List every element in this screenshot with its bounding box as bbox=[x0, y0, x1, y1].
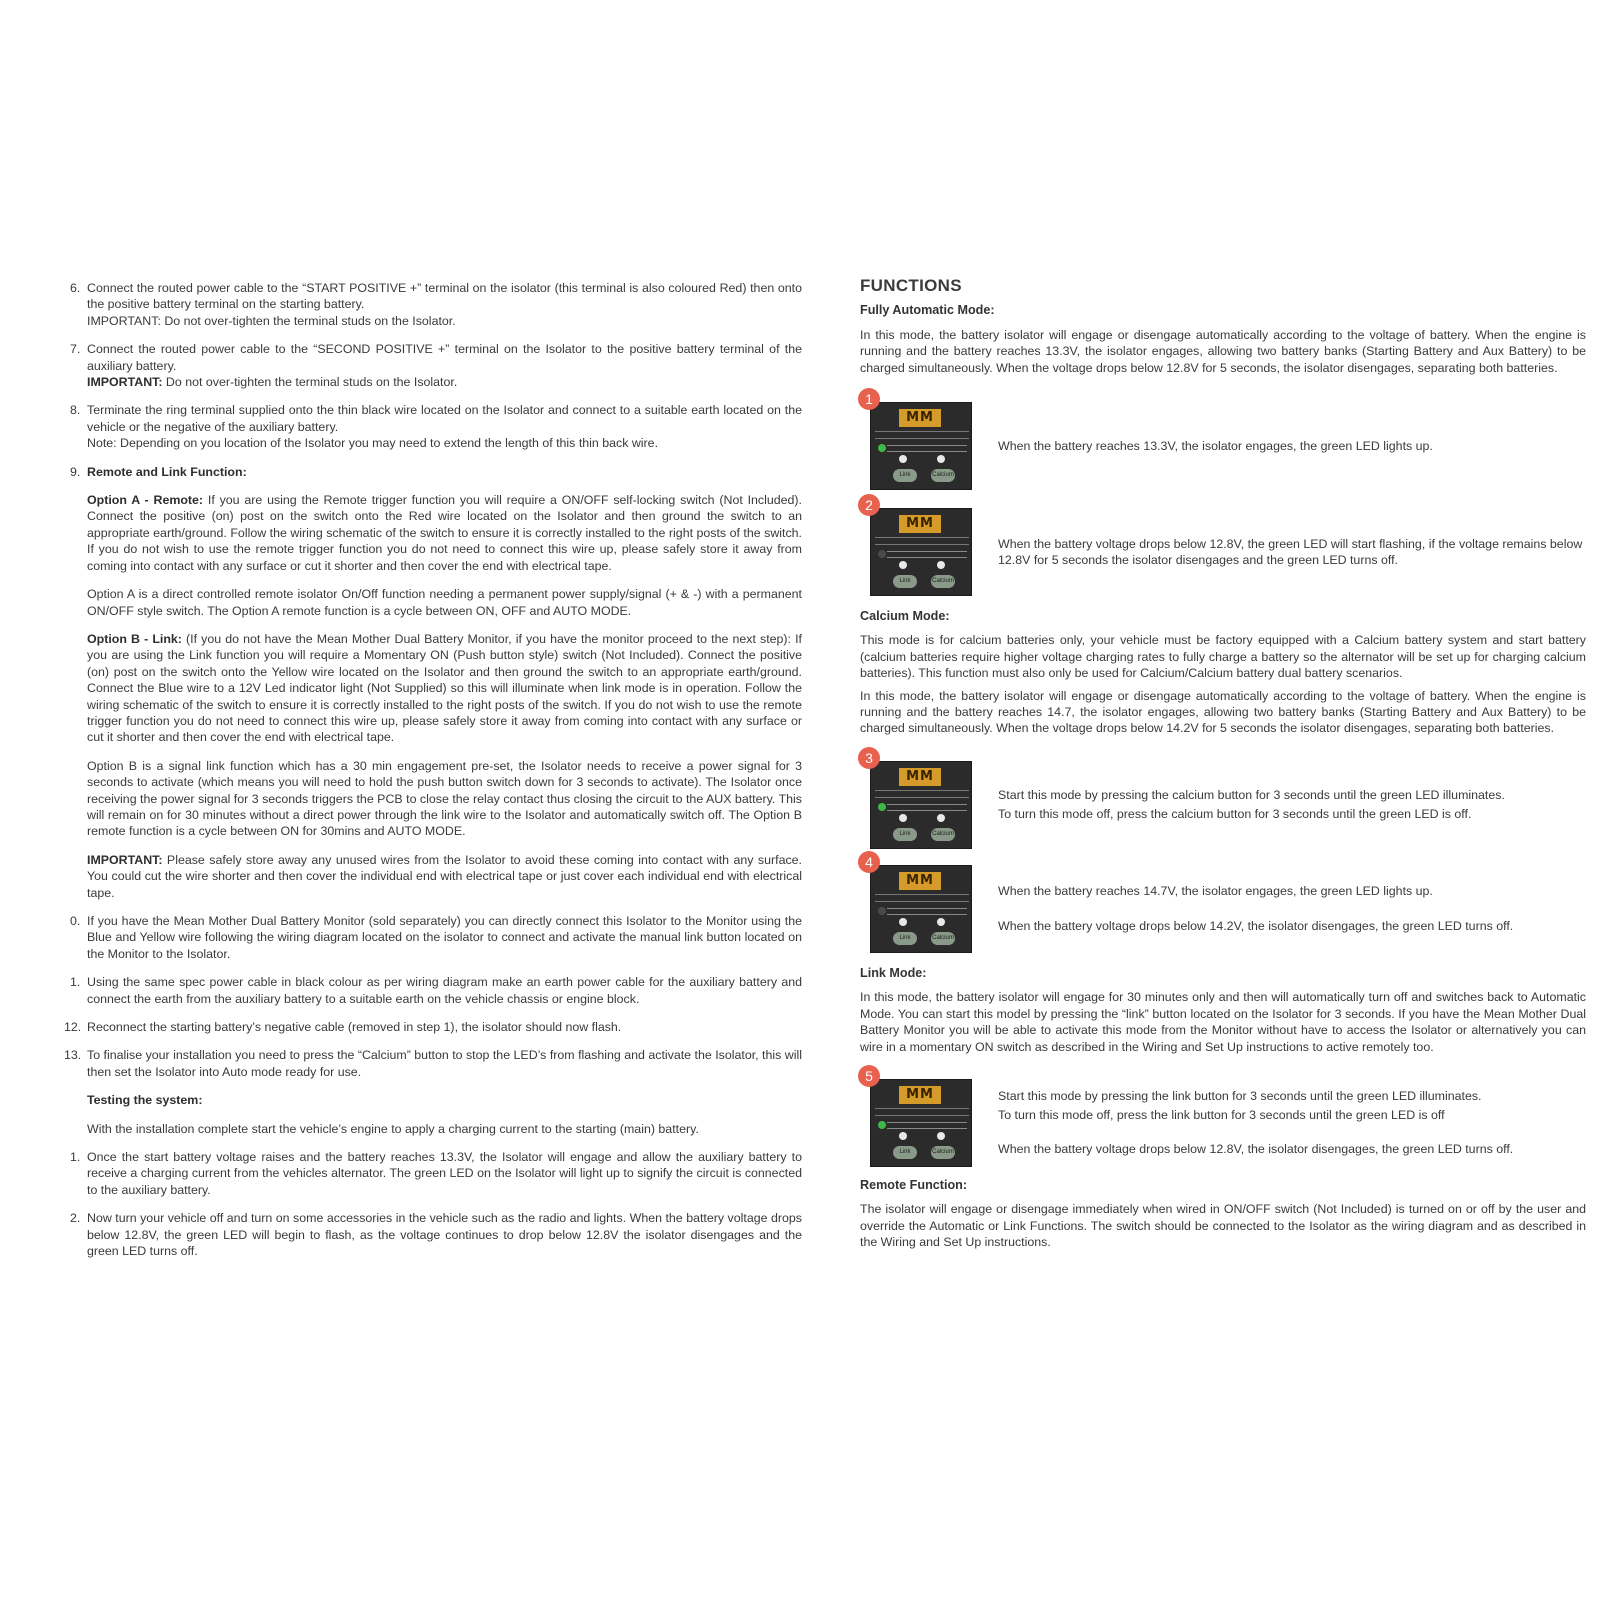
right-column bbox=[860, 278, 1586, 1257]
calcium-button-icon: Calcium bbox=[931, 575, 955, 588]
step-number: 12. bbox=[64, 1020, 82, 1035]
step-text: If you have the Mean Mother Dual Battery Monitor (sold separately) you can directly connect this Isolator to the Monitor using the Blue and Yellow wire following the wiring diagram located on the isolator to connect and activate the manual link button located on the Monitor to the Isolator. bbox=[87, 914, 802, 961]
option-b-label: Option B - Link: bbox=[87, 631, 182, 646]
step-number: 2. bbox=[70, 1211, 81, 1226]
panel-header bbox=[875, 431, 969, 439]
panel-3-text bbox=[998, 787, 1586, 824]
step-text: Connect the routed power cable to the “START POSITIVE +” terminal on the isolator (this terminal is also coloured Red) then onto the positive battery terminal on the starting battery. bbox=[87, 281, 802, 312]
remote-function-text: The isolator will engage or disengage immediately when wired in ON/OFF switch (Not Included) is turned on or off by the user and override the Automatic or Link Functions. The switch should be connected to the Isolator as the wiring diagram and as described in the Wiring and Set Up instructions. bbox=[860, 1202, 1586, 1250]
step-badge: 1 bbox=[858, 388, 880, 410]
option-a-label: Option A - Remote: bbox=[87, 493, 204, 508]
step-8 bbox=[70, 402, 802, 451]
important-note bbox=[87, 852, 802, 901]
panel-row-5 bbox=[860, 1067, 1586, 1169]
testing-intro: With the installation complete start the vehicle’s engine to apply a charging current to the starting (main) battery. bbox=[87, 1121, 699, 1136]
step-11 bbox=[70, 974, 802, 1007]
panel-header bbox=[875, 894, 969, 902]
step-text: Connect the routed power cable to the “SECOND POSITIVE +” terminal on the Isolator to the positive battery terminal of the auxiliary battery. bbox=[87, 342, 802, 373]
step-number: 7. bbox=[70, 342, 81, 357]
panel-line bbox=[887, 1128, 967, 1129]
panel-caption-line: To turn this mode off, press the link button for 3 seconds until the green LED is off bbox=[998, 1107, 1445, 1122]
isolator-panel-image bbox=[864, 497, 972, 598]
green-led-icon bbox=[878, 803, 886, 811]
step-title: Remote and Link Function: bbox=[87, 464, 247, 479]
panel-caption-line: Start this mode by pressing the calcium button for 3 seconds until the green LED illuminates. bbox=[998, 788, 1505, 803]
link-mode-title: Link Mode: bbox=[860, 965, 927, 980]
step-13 bbox=[64, 1047, 802, 1080]
link-button-icon: Link bbox=[893, 1146, 917, 1159]
isolator-panel bbox=[870, 402, 972, 490]
led-off-icon bbox=[878, 907, 886, 915]
calcium-button-icon: Calcium bbox=[931, 828, 955, 841]
green-led-icon bbox=[878, 444, 886, 452]
panel-line bbox=[887, 908, 967, 909]
step-text: Terminate the ring terminal supplied onto the thin black wire located on the Isolator and connect to a suitable earth located on the vehicle or the negative of the auxiliary battery. bbox=[87, 403, 802, 434]
indicator-dot bbox=[937, 814, 945, 822]
panel-line bbox=[887, 551, 967, 552]
step-number: 0. bbox=[70, 914, 81, 928]
step-number: 1. bbox=[70, 1150, 81, 1165]
panel-4-text bbox=[998, 883, 1586, 936]
panel-row-4 bbox=[860, 853, 1586, 955]
brand-logo: MM bbox=[899, 515, 941, 533]
option-a-summary: Option A is a direct controlled remote isolator On/Off function needing a permanent power supply/signal (+ & -) with a permanent ON/OFF style switch. The Option A remote function is a cycle between ON, OFF and AUTO MODE. bbox=[87, 587, 802, 618]
link-button-icon: Link bbox=[893, 932, 917, 945]
panel-row-1 bbox=[860, 391, 1586, 492]
brand-logo: MM bbox=[899, 409, 941, 427]
calcium-mode-text-2: In this mode, the battery isolator will engage or disengage automatically according to the voltage of battery. When the engine is running and the battery reaches 14.7, the isolator engages, allowing two battery banks (Starting Battery and Aux Battery) to be charged simultaneously. When the voltage drops below 14.2V for 5 seconds the isolator disengages, separating both batteries. bbox=[860, 688, 1586, 736]
step-note: IMPORTANT: Do not over-tighten the terminal studs on the Isolator. bbox=[87, 313, 456, 328]
step-number: 9. bbox=[70, 464, 81, 479]
spacer bbox=[998, 902, 1586, 916]
link-button-icon: Link bbox=[893, 575, 917, 588]
calcium-mode-text-1: This mode is for calcium batteries only, your vehicle must be factory equipped with a Calcium battery system and start battery (calcium batteries require higher voltage charging rates to fully charge a battery so the alternator will be set up for charging calcium batteries). This function must also only be used for Calcium/Calcium battery dual battery scenarios. bbox=[860, 633, 1586, 681]
step-text: To finalise your installation you need to press the “Calcium” button to stop the LED’s from flashing and activate the Isolator, this will then set the Isolator into Auto mode ready for use. bbox=[87, 1048, 802, 1079]
link-button-icon: Link bbox=[893, 828, 917, 841]
step-7 bbox=[70, 341, 802, 390]
indicator-dot bbox=[899, 455, 907, 463]
link-button-icon: Link bbox=[893, 469, 917, 482]
step-10 bbox=[70, 913, 802, 962]
panel-caption: When the battery reaches 13.3V, the isolator engages, the green LED lights up. bbox=[998, 438, 1433, 453]
option-a bbox=[87, 492, 802, 574]
option-b-summary: Option B is a signal link function which has a 30 min engagement pre-set, the Isolator needs to receive a power signal for 3 seconds to activate (which means you will need to hold the push button switch down for 3 seconds to activate). The Isolator once receiving the power signal for 3 seconds triggers the PCB to close the relay contact thus closing the circuit to the AUX battery. This will remain on for 30 minutes without a direct power through the link wire to the Isolator and automatically switch off. The Option B remote function is a cycle between ON for 30mins and AUTO MODE. bbox=[87, 758, 802, 839]
left-column bbox=[64, 280, 802, 1272]
panel-caption: When the battery voltage drops below 12.8V, the green LED will start flashing, if the voltage remains below 12.8V for 5 seconds the isolator disengages and the green LED turns off. bbox=[998, 536, 1583, 568]
indicator-dot bbox=[937, 455, 945, 463]
panel-line bbox=[887, 914, 967, 915]
calcium-button-icon: Calcium bbox=[931, 469, 955, 482]
panel-caption-line: Start this mode by pressing the link button for 3 seconds until the green LED illuminates. bbox=[998, 1089, 1482, 1104]
automatic-mode-title: Fully Automatic Mode: bbox=[860, 303, 995, 318]
isolator-panel-image bbox=[864, 1067, 972, 1169]
isolator-panel bbox=[870, 865, 972, 953]
option-b-text: (If you do not have the Mean Mother Dual Battery Monitor, if you have the monitor proceed to the next step): If you are using the Link function you will require a Momentary ON (Push button style) switch (Not Included). Connect the positive (on) post on the switch onto the Yellow wire located on the Isolator and then ground the switch to an appropriate earth/ground. Connect the Blue wire to a 12V Led indicator light (Not Supplied) so this will illuminate when link mode is in operation. Follow the wiring schematic of the switch to ensure it is correctly installed to the right posts of the switch. If you do not wish to use the remote trigger function you do not need to connect this wire up, please safely store it away from coming into contact with any surface or cut it shorter and then cover the end with electrical tape. bbox=[87, 631, 802, 745]
panel-caption-line: When the battery reaches 14.7V, the isolator engages, the green LED lights up. bbox=[998, 884, 1433, 899]
important-label: IMPORTANT: bbox=[87, 852, 163, 867]
important-text: Please safely store away any unused wires from the Isolator to avoid these coming into contact with any surface. You could cut the wire shorter and then cover the individual end with electrical tape or just cover each individual end with electrical tape. bbox=[87, 852, 802, 900]
panel-header bbox=[875, 537, 969, 545]
isolator-panel bbox=[870, 761, 972, 849]
step-text: Once the start battery voltage raises and the battery reaches 13.3V, the Isolator will engage and allow the auxiliary battery to receive a charging current from the vehicles alternator. The green LED on the Isolator will light up to signify the circuit is connected to the auxiliary battery. bbox=[87, 1150, 802, 1197]
indicator-dot bbox=[899, 561, 907, 569]
test-step-1 bbox=[70, 1149, 802, 1198]
step-badge: 5 bbox=[858, 1065, 880, 1087]
indicator-dot bbox=[899, 918, 907, 926]
step-note: Note: Depending on you location of the Isolator you may need to extend the length of this thin back wire. bbox=[87, 436, 659, 451]
panel-row-2 bbox=[860, 497, 1586, 598]
testing-title: Testing the system: bbox=[87, 1093, 203, 1108]
indicator-dot bbox=[899, 1132, 907, 1140]
brand-logo: MM bbox=[899, 768, 941, 786]
isolator-panel bbox=[870, 508, 972, 596]
indicator-dot bbox=[937, 561, 945, 569]
panel-5-text bbox=[998, 1088, 1586, 1159]
spacer bbox=[998, 1125, 1586, 1139]
step-12 bbox=[64, 1019, 802, 1035]
step-text: Using the same spec power cable in black colour as per wiring diagram make an earth power cable for the auxiliary battery and connect the earth from the auxiliary battery to a suitable earth on the vehicle chassis or engine block. bbox=[87, 975, 802, 1006]
step-text: Now turn your vehicle off and turn on some accessories in the vehicle such as the radio and lights. When the battery voltage drops below 12.8V, the green LED will begin to flash, as the voltage continues to drop below 12.8V the isolator disengages and the green LED turns off. bbox=[87, 1211, 802, 1259]
brand-logo: MM bbox=[899, 872, 941, 890]
calcium-mode-title: Calcium Mode: bbox=[860, 609, 950, 624]
green-led-icon bbox=[878, 1121, 886, 1129]
step-number: 8. bbox=[70, 403, 81, 418]
important-label: IMPORTANT: bbox=[87, 375, 163, 390]
panel-line bbox=[887, 451, 967, 452]
step-text: Reconnect the starting battery’s negative cable (removed in step 1), the isolator should now flash. bbox=[87, 1020, 622, 1035]
step-6 bbox=[70, 280, 802, 329]
brand-logo: MM bbox=[899, 1086, 941, 1104]
option-b bbox=[87, 631, 802, 746]
isolator-panel bbox=[870, 1079, 972, 1167]
isolator-panel-image bbox=[864, 391, 972, 492]
step-number: 1. bbox=[70, 975, 81, 990]
panel-row-3 bbox=[860, 749, 1586, 851]
automatic-mode-text: In this mode, the battery isolator will engage or disengage automatically according to the voltage of battery. When the engine is running and the battery reaches 13.3V, the isolator engages, allowing two battery banks (Starting Battery and Aux Battery) to be charged simultaneously. When the voltage drops below 12.8V for 5 seconds, the isolator disengages, separating both batteries. bbox=[860, 327, 1586, 375]
panel-caption-line: When the battery voltage drops below 14.2V, the isolator disengages, the green LED turns off. bbox=[998, 918, 1514, 933]
isolator-panel-image bbox=[864, 853, 972, 955]
remote-function-title: Remote Function: bbox=[860, 1177, 968, 1192]
panel-2-text bbox=[998, 536, 1586, 571]
option-a-text: If you are using the Remote trigger function you will require a ON/OFF self-locking switch (Not Included). Connect the positive (on) post on the switch onto the Red wire located on the Isolator and then ground the switch to an appropriate earth/ground. Follow the wiring schematic of the switch to ensure it is correctly installed to the right posts of the switch. If you do not wish to use the remote trigger function you do not need to connect this wire up, please safely store it away from coming into contact with any surface or cut it shorter and then cover the end with electrical tape. bbox=[87, 493, 802, 573]
panel-line bbox=[887, 804, 967, 805]
indicator-dot bbox=[937, 918, 945, 926]
calcium-button-icon: Calcium bbox=[931, 1146, 955, 1159]
isolator-panel-image bbox=[864, 749, 972, 851]
panel-header bbox=[875, 1108, 969, 1116]
panel-line bbox=[887, 810, 967, 811]
indicator-dot bbox=[899, 814, 907, 822]
step-number: 6. bbox=[70, 281, 81, 295]
panel-line bbox=[887, 445, 967, 446]
step-badge: 4 bbox=[858, 851, 880, 873]
step-number: 13. bbox=[64, 1048, 82, 1063]
test-step-2 bbox=[70, 1210, 802, 1259]
panel-1-text bbox=[998, 438, 1586, 456]
panel-line bbox=[887, 1122, 967, 1123]
led-off-icon bbox=[878, 550, 886, 558]
panel-caption-line: To turn this mode off, press the calcium button for 3 seconds until the green LED is off. bbox=[998, 806, 1472, 821]
panel-header bbox=[875, 790, 969, 798]
step-badge: 2 bbox=[858, 494, 880, 516]
functions-title: FUNCTIONS bbox=[860, 276, 962, 295]
panel-line bbox=[887, 557, 967, 558]
calcium-button-icon: Calcium bbox=[931, 932, 955, 945]
step-9 bbox=[70, 464, 802, 480]
step-note bbox=[87, 374, 802, 390]
link-mode-text: In this mode, the battery isolator will engage for 30 minutes only and then will automatically turn off and switches back to Automatic Mode. You can start this model by pressing the “link” button located on the Isolator for 3 seconds. If you have the Mean Mother Dual Battery Monitor you will be able to activate this mode from the Monitor without have to access the Isolator or alternatively you can wire in a momentary ON switch as described in the Wiring and Set Up instructions to active remotely too. bbox=[860, 990, 1586, 1054]
step-badge: 3 bbox=[858, 747, 880, 769]
note-text: Do not over-tighten the terminal studs on the Isolator. bbox=[162, 375, 458, 390]
panel-caption-line: When the battery voltage drops below 12.8V, the isolator disengages, the green LED turns off. bbox=[998, 1142, 1514, 1157]
indicator-dot bbox=[937, 1132, 945, 1140]
